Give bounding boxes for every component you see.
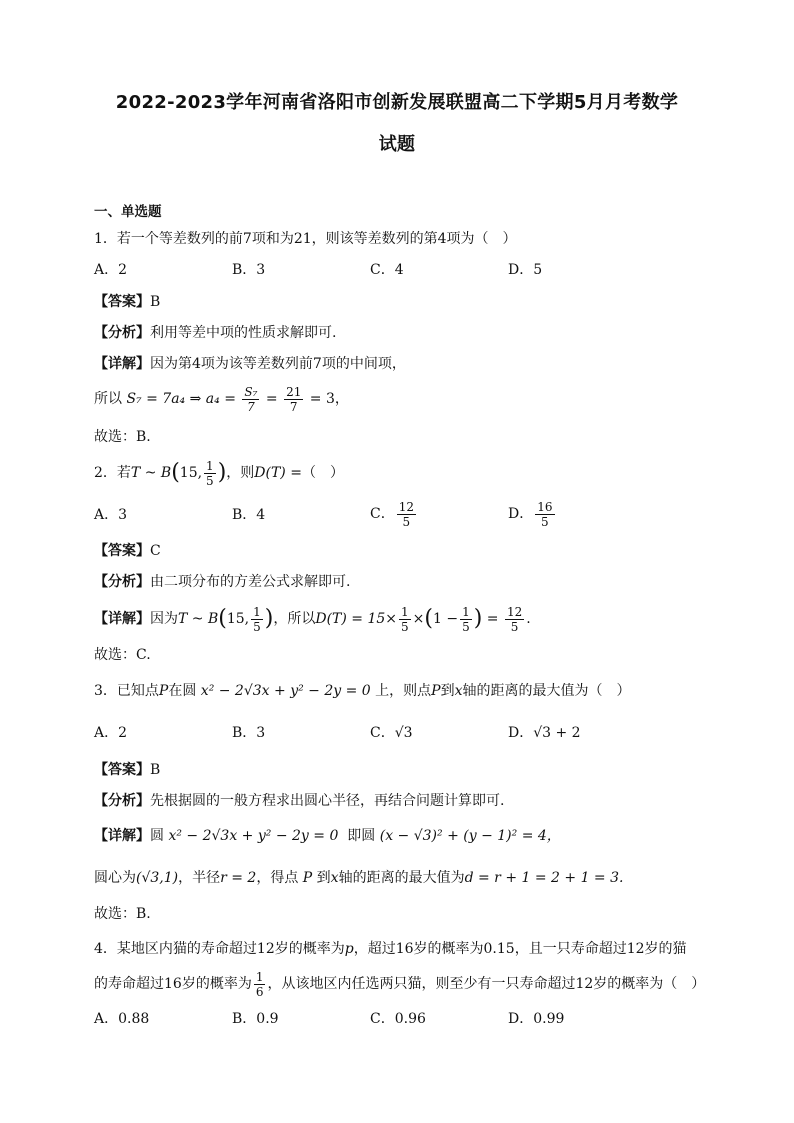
q4-frac <box>254 970 266 999</box>
q2-stem-end: （ ） <box>301 465 344 481</box>
q2-detail-result <box>505 605 524 634</box>
frac-num: 12 <box>398 499 414 514</box>
q2-option-b: B．4 <box>232 507 266 523</box>
q3-radius-label: ，半径 <box>178 870 221 886</box>
q3-detail-eq: x² − 2√3x + y² − 2y = 0 <box>168 828 339 844</box>
q2-detail-mid: ，所以 <box>273 611 316 627</box>
q3-option-d: D．√3 + 2 <box>508 725 581 741</box>
q1-answer-value: B <box>150 294 161 310</box>
q1-option-a: A．2 <box>94 262 128 278</box>
q4-p: p <box>344 941 354 957</box>
frac-num: 1 <box>462 604 470 619</box>
frac-den: 5 <box>541 514 549 529</box>
q2-stem-suffix: ，则 <box>226 465 255 481</box>
q3-option-c: C．√3 <box>370 725 413 741</box>
q3-to: 到 <box>316 870 331 886</box>
q3-x-axis: x <box>454 683 463 699</box>
frac-den: 5 <box>402 514 411 529</box>
q3-stem-to: 到 <box>440 683 455 699</box>
q4-option-b: B．0.9 <box>232 1011 279 1027</box>
q3-point-p2: P <box>431 683 441 699</box>
analysis-label: 【分析】 <box>94 793 150 809</box>
q1-calc-tail: = 3， <box>309 391 349 407</box>
frac-num: 1 <box>206 458 214 473</box>
detail-label: 【详解】 <box>94 356 150 372</box>
q3-stem <box>94 681 631 701</box>
q1-calculation: 所以 S₇ = 7a₄ ⇒ a₄ = $\frac{\text{S₇}}{7}$ = $\frac{21}{7}$ = 3， <box>94 384 349 414</box>
frac-num: 16 <box>537 499 553 514</box>
q3-center: (√3,1) <box>136 870 179 886</box>
q3-circle-eq: x² − 2√3x + y² − 2y = 0 <box>200 683 371 699</box>
q2-stem-prefix: 2．若 <box>94 465 131 481</box>
detail-label: 【详解】 <box>94 611 150 627</box>
q2-detail: 【详解】因为T ~ B(15, $\frac{1}{5}$ )，所以D(T) = 15× $\frac{1}{5}$ ×(1 − $\frac{1}{5}$ ) = $\frac{12}{5}$ . <box>94 604 531 634</box>
q3-detail-prefix: 圆 <box>150 828 164 844</box>
q2-analysis <box>94 572 350 592</box>
q3-detail-mid: 即圆 <box>347 828 376 844</box>
q2-option-c-frac <box>397 500 416 529</box>
q2-detail-inner: 15, <box>226 611 250 627</box>
q1-calc-prefix: 所以 <box>94 391 122 407</box>
section-heading: 一、单选题 <box>94 204 162 220</box>
q3-point-label: ，得点 <box>256 870 299 886</box>
q1-answer <box>94 292 160 312</box>
q4-stem-d: ，从该地区内任选两只猫，则至少有一只寿命超过12岁的概率为（ ） <box>267 976 706 992</box>
q2-stem-dist: T ~ B <box>130 465 172 481</box>
q3-x-axis2: x <box>330 870 339 886</box>
q1-stem: 1．若一个等差数列的前7项和为21，则该等差数列的第4项为（ ） <box>94 231 517 247</box>
q3-conclusion: 故选：B. <box>94 906 151 922</box>
q2-stem: 2．若T ~ B(15, $\frac{1}{5}$ )，则D(T) =（ ） <box>94 458 344 488</box>
q3-analysis <box>94 791 504 811</box>
q1-frac-21 <box>284 385 303 414</box>
frac-num: 1 <box>253 604 261 619</box>
q2-answer <box>94 541 161 561</box>
q2-detail-frac2 <box>399 605 411 634</box>
q3-point-p3: P <box>302 870 313 886</box>
frac-num: 12 <box>506 604 523 619</box>
answer-label: 【答案】 <box>94 543 150 559</box>
q1-analysis-text: 利用等差中项的性质求解即可. <box>150 325 337 341</box>
q3-max-label: 轴的距离的最大值为 <box>338 870 465 886</box>
frac-den: 5 <box>401 619 409 634</box>
q3-detail <box>94 826 561 846</box>
q2-option-d-frac <box>535 500 554 529</box>
document-title-line2: 试题 <box>378 134 416 155</box>
frac-den: 7 <box>247 399 255 414</box>
q3-radius: r = 2 <box>220 870 257 886</box>
analysis-label: 【分析】 <box>94 325 150 341</box>
q3-option-b: B．3 <box>232 725 266 741</box>
q3-stem-prefix: 3．已知点 <box>94 683 159 699</box>
q2-detail-prefix: 因为 <box>150 611 178 627</box>
q3-answer-value: B <box>150 762 161 778</box>
q4-stem-c: 的寿命超过16岁的概率为 <box>94 976 252 992</box>
answer-label: 【答案】 <box>94 294 150 310</box>
q1-option-c: C．4 <box>370 262 404 278</box>
q2-stem-var: D(T) = <box>254 465 302 481</box>
q1-frac-s7 <box>242 385 259 414</box>
q1-option-d: D．5 <box>508 262 543 278</box>
q3-point-p: P <box>158 683 169 699</box>
q3-stem-mid: 在圆 <box>168 683 197 699</box>
q2-detail-dist: T ~ B <box>178 611 219 627</box>
frac-den: 5 <box>462 619 470 634</box>
q3-max-calc: d = r + 1 = 2 + 1 = 3. <box>464 870 624 886</box>
q4-stem-b: ，超过16岁的概率为0.15，且一只寿命超过12岁的猫 <box>353 941 687 957</box>
frac-den: 5 <box>510 619 519 634</box>
q1-analysis <box>94 323 336 343</box>
q3-stem-suffix: 上，则点 <box>375 683 432 699</box>
q2-detail-one-minus: 1 − <box>433 611 459 627</box>
q2-analysis-text: 由二项分布的方差公式求解即可. <box>150 574 351 590</box>
analysis-label: 【分析】 <box>94 574 150 590</box>
q3-detail-line2 <box>94 868 623 888</box>
q1-calc-expr: S₇ = 7a₄ ⇒ a₄ = <box>126 391 236 407</box>
q2-answer-value: C <box>150 543 161 559</box>
q2-option-c-letter: C． <box>370 506 395 522</box>
q4-option-a: A．0.88 <box>94 1011 150 1027</box>
document-title-line1: 2022-2023学年河南省洛阳市创新发展联盟高二下学期5月月考数学 <box>115 92 679 113</box>
q3-stem-end: 轴的距离的最大值为（ ） <box>462 683 631 699</box>
q1-conclusion: 故选：B. <box>94 429 151 445</box>
q1-detail <box>94 354 406 374</box>
q4-stem-a: 4．某地区内猫的寿命超过12岁的概率为 <box>94 941 345 957</box>
answer-label: 【答案】 <box>94 762 150 778</box>
frac-den: 5 <box>253 619 261 634</box>
q2-detail-frac3 <box>460 605 472 634</box>
q3-center-label: 圆心为 <box>94 870 136 886</box>
q2-stem-inner: 15, <box>179 465 203 481</box>
q2-conclusion: 故选：C. <box>94 647 151 663</box>
q1-option-b: B．3 <box>232 262 266 278</box>
detail-label: 【详解】 <box>94 828 150 844</box>
q3-option-a: A．2 <box>94 725 128 741</box>
q4-stem-line2 <box>94 967 705 1001</box>
q3-analysis-text: 先根据圆的一般方程求出圆心半径，再结合问题计算即可. <box>150 793 505 809</box>
frac-den: 7 <box>289 399 298 414</box>
q4-option-d: D．0.99 <box>508 1011 565 1027</box>
q2-detail-calc: D(T) = 15× <box>315 611 398 627</box>
frac-den: 6 <box>255 984 264 999</box>
q1-detail-text: 因为第4项为该等差数列前7项的中间项， <box>150 356 406 372</box>
frac-num: 21 <box>286 384 302 399</box>
q2-detail-frac <box>251 605 263 634</box>
q3-answer <box>94 760 160 780</box>
q2-option-c <box>370 497 418 531</box>
frac-num: 1 <box>255 969 264 984</box>
q2-option-d-letter: D． <box>508 506 534 522</box>
frac-den: 5 <box>206 473 214 488</box>
q2-option-a: A．3 <box>94 507 128 523</box>
q4-stem-line1 <box>94 939 687 959</box>
frac-num: S₇ <box>244 384 258 399</box>
q2-stem-frac <box>204 459 216 488</box>
frac-num: 1 <box>401 604 409 619</box>
q3-detail-eq2: (x − √3)² + (y − 1)² = 4， <box>379 828 561 844</box>
q4-option-c: C．0.96 <box>370 1011 426 1027</box>
q2-option-d <box>508 497 557 531</box>
